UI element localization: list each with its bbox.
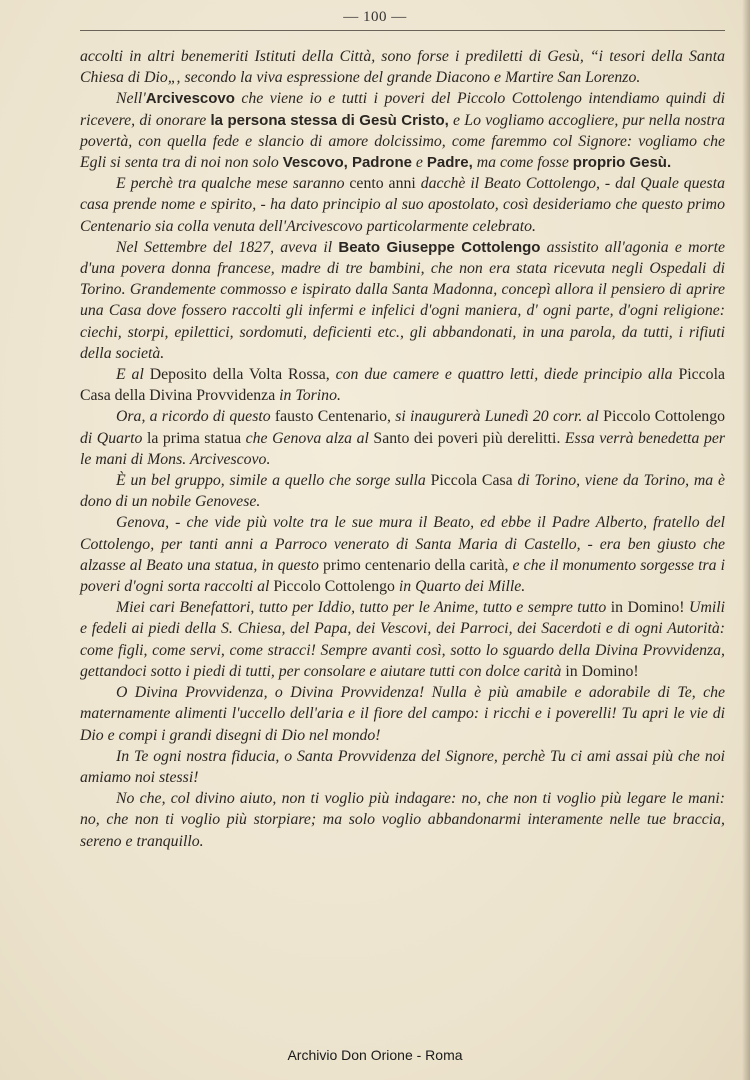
- paragraph-12: [80, 788, 725, 852]
- text-run: Genova, - che vide più volte tra le sue mura il Beato, ed ebbe il Padre Alberto, fratello del Cottolengo, per tanti anni a Parroco venerato di Santa Maria di Castello, - era ben giusto che alzasse al Beato una statua, in questo: [80, 514, 725, 574]
- body-text: [80, 46, 725, 852]
- text-run: che viene io e tutti i poveri del Piccolo Cottolengo intendiamo quindi di ricevere, di onorare: [80, 90, 725, 129]
- text-run: con due camere e quattro letti, diede principio alla: [329, 366, 679, 384]
- bold-run: Padre,: [426, 154, 473, 172]
- bold-run: Arcivescovo: [145, 90, 235, 108]
- text-run: di Quarto: [80, 429, 147, 447]
- text-run: No che, col divino aiuto, non ti voglio più indagare: no, che non ti voglio più legare le mani: no, che non ti voglio più storpiare; ma solo voglio abbandonarmi interamente nelle tue braccia, sereno e tranquillo.: [80, 790, 725, 850]
- roman-run: Piccola Casa: [430, 472, 513, 490]
- text-run: Ora, a ricordo di questo: [116, 408, 275, 426]
- paragraph-2: [80, 88, 725, 173]
- text-run: e che il monumento sorgesse tra i poveri d'ogni sorta raccolti al: [80, 556, 725, 596]
- roman-run: fausto Centenario,: [274, 408, 391, 426]
- text-run: È un bel gruppo, simile a quello che sorge sulla: [116, 472, 431, 490]
- bold-run: Beato Giuseppe Cottolengo: [338, 238, 541, 256]
- text-run: E al: [116, 366, 150, 384]
- text-run: di Torino, viene da Torino, ma è dono di un nobile Genovese.: [80, 472, 726, 511]
- roman-run: la prima statua: [146, 429, 242, 447]
- text-run: In Te ogni nostra fiducia, o Santa Provvidenza del Signore, perchè Tu ci ami assai più che noi amiamo noi stessi!: [80, 747, 725, 786]
- text-run: Miei cari Benefattori, tutto per Iddio, tutto per le Anime, tutto e sempre tutto: [116, 599, 611, 617]
- archive-footer: [0, 1047, 750, 1063]
- paragraph-8: [80, 512, 725, 597]
- text-run: e: [411, 154, 427, 172]
- paragraph-6: [80, 406, 725, 470]
- page-header: [0, 8, 750, 26]
- text-run: ma come fosse: [472, 154, 573, 172]
- text-run: in Torino.: [275, 387, 341, 405]
- text-run: O Divina Provvidenza, o Divina Provvidenza! Nulla è più amabile e adorabile di Te, che maternamente alimenti l'uccello dell'aria e il fiore del campo: i ricchi e i poverelli! Tu apri le vie di Dio e compi i grandi disegni di Dio nel mondo!: [80, 684, 725, 744]
- text-run: in Quarto dei Mille.: [394, 578, 526, 596]
- text-run: accolti in altri benemeriti Istituti della Città, sono forse i prediletti di Gesù, “i tesori della Santa Chiesa di Dio„, secondo la viva espressione del grande Diacono e Martire San Lorenzo.: [80, 48, 725, 87]
- archive-label: Archivio Don Orione - Roma: [287, 1047, 463, 1063]
- header-rule: [80, 30, 725, 31]
- roman-run: in Domino!: [610, 599, 685, 617]
- text-run: assistito all'agonia e morte d'una povera donna francese, madre di tre bambini, che non era stata ricevuta negli Ospedali di Torino. Grandemente commosso e ispirato dalla Santa Madonna, concepì allora il pensiero di aprire una Casa dove fossero raccolti gli infermi e infelici d'ogni maniera, d' ogni parte, d'ogni religione: ciechi, storpi, epilettici, sordomuti, deficienti etc., gli abbandonati, in una parola, da tutti, i rifiuti della società.: [80, 238, 725, 362]
- roman-run: cento anni: [349, 175, 416, 193]
- paragraph-1: [80, 46, 725, 88]
- bold-run: proprio Gesù.: [572, 154, 672, 172]
- roman-run: Piccolo Cottolengo: [273, 578, 395, 596]
- text-run: Nel Settembre del 1827, aveva il: [116, 238, 339, 256]
- paragraph-4: [80, 237, 725, 364]
- text-run: Essa verrà benedetta per le mani di Mons. Arcivescovo.: [80, 429, 725, 468]
- paragraph-5: [80, 364, 725, 406]
- roman-run: primo centenario della carità,: [323, 556, 509, 574]
- bold-run: la persona stessa di Gesù Cristo,: [210, 111, 449, 129]
- text-run: E perchè tra qualche mese saranno: [116, 175, 350, 193]
- paragraph-11: [80, 746, 725, 788]
- text-run: Umili e fedeli ai piedi della S. Chiesa, del Papa, dei Vescovi, dei Parroci, dei Sacerdoti e di ogni Autorità: come figli, come servi, come stracci! Sempre avanti così, sotto lo sguardo della Divina Provvidenza, gettandoci sotto i piedi di tutti, per consolare e aiutare tutti con dolce carità: [80, 599, 726, 680]
- bold-run: Vescovo, Padrone: [282, 154, 412, 172]
- roman-run: in Domino!: [565, 662, 639, 680]
- roman-run: Piccolo Cottolengo: [603, 408, 725, 426]
- text-run: si inaugurerà Lunedì 20 corr. al: [391, 408, 604, 426]
- paragraph-7: [80, 470, 725, 512]
- paragraph-3: [80, 173, 725, 237]
- roman-run: Piccola Casa della Divina Provvidenza: [80, 366, 725, 405]
- roman-run: Deposito della Volta Rossa,: [149, 366, 330, 384]
- text-run: che Genova alza al: [241, 429, 374, 447]
- page-edge-shadow: [742, 0, 750, 1080]
- paragraph-9: [80, 597, 725, 682]
- text-run: Nell': [116, 90, 146, 108]
- roman-run: Santo dei poveri più derelitti.: [373, 429, 561, 447]
- text-run: e Lo vogliamo accogliere, pur nella nostra povertà, con quella fede e slancio di amore dolcissimo, come faremmo col Signore: vogliamo che Egli si senta tra di noi non solo: [80, 111, 725, 172]
- paragraph-10: [80, 682, 725, 746]
- page-number: — 100 —: [343, 9, 407, 25]
- text-run: dacchè il Beato Cottolengo, - dal Quale questa casa prende nome e spirito, - ha dato principio al suo apostolato, così desideriamo che questo primo Centenario sia colla venuta dell'Arcivescovo particolarmente celebrato.: [80, 175, 725, 235]
